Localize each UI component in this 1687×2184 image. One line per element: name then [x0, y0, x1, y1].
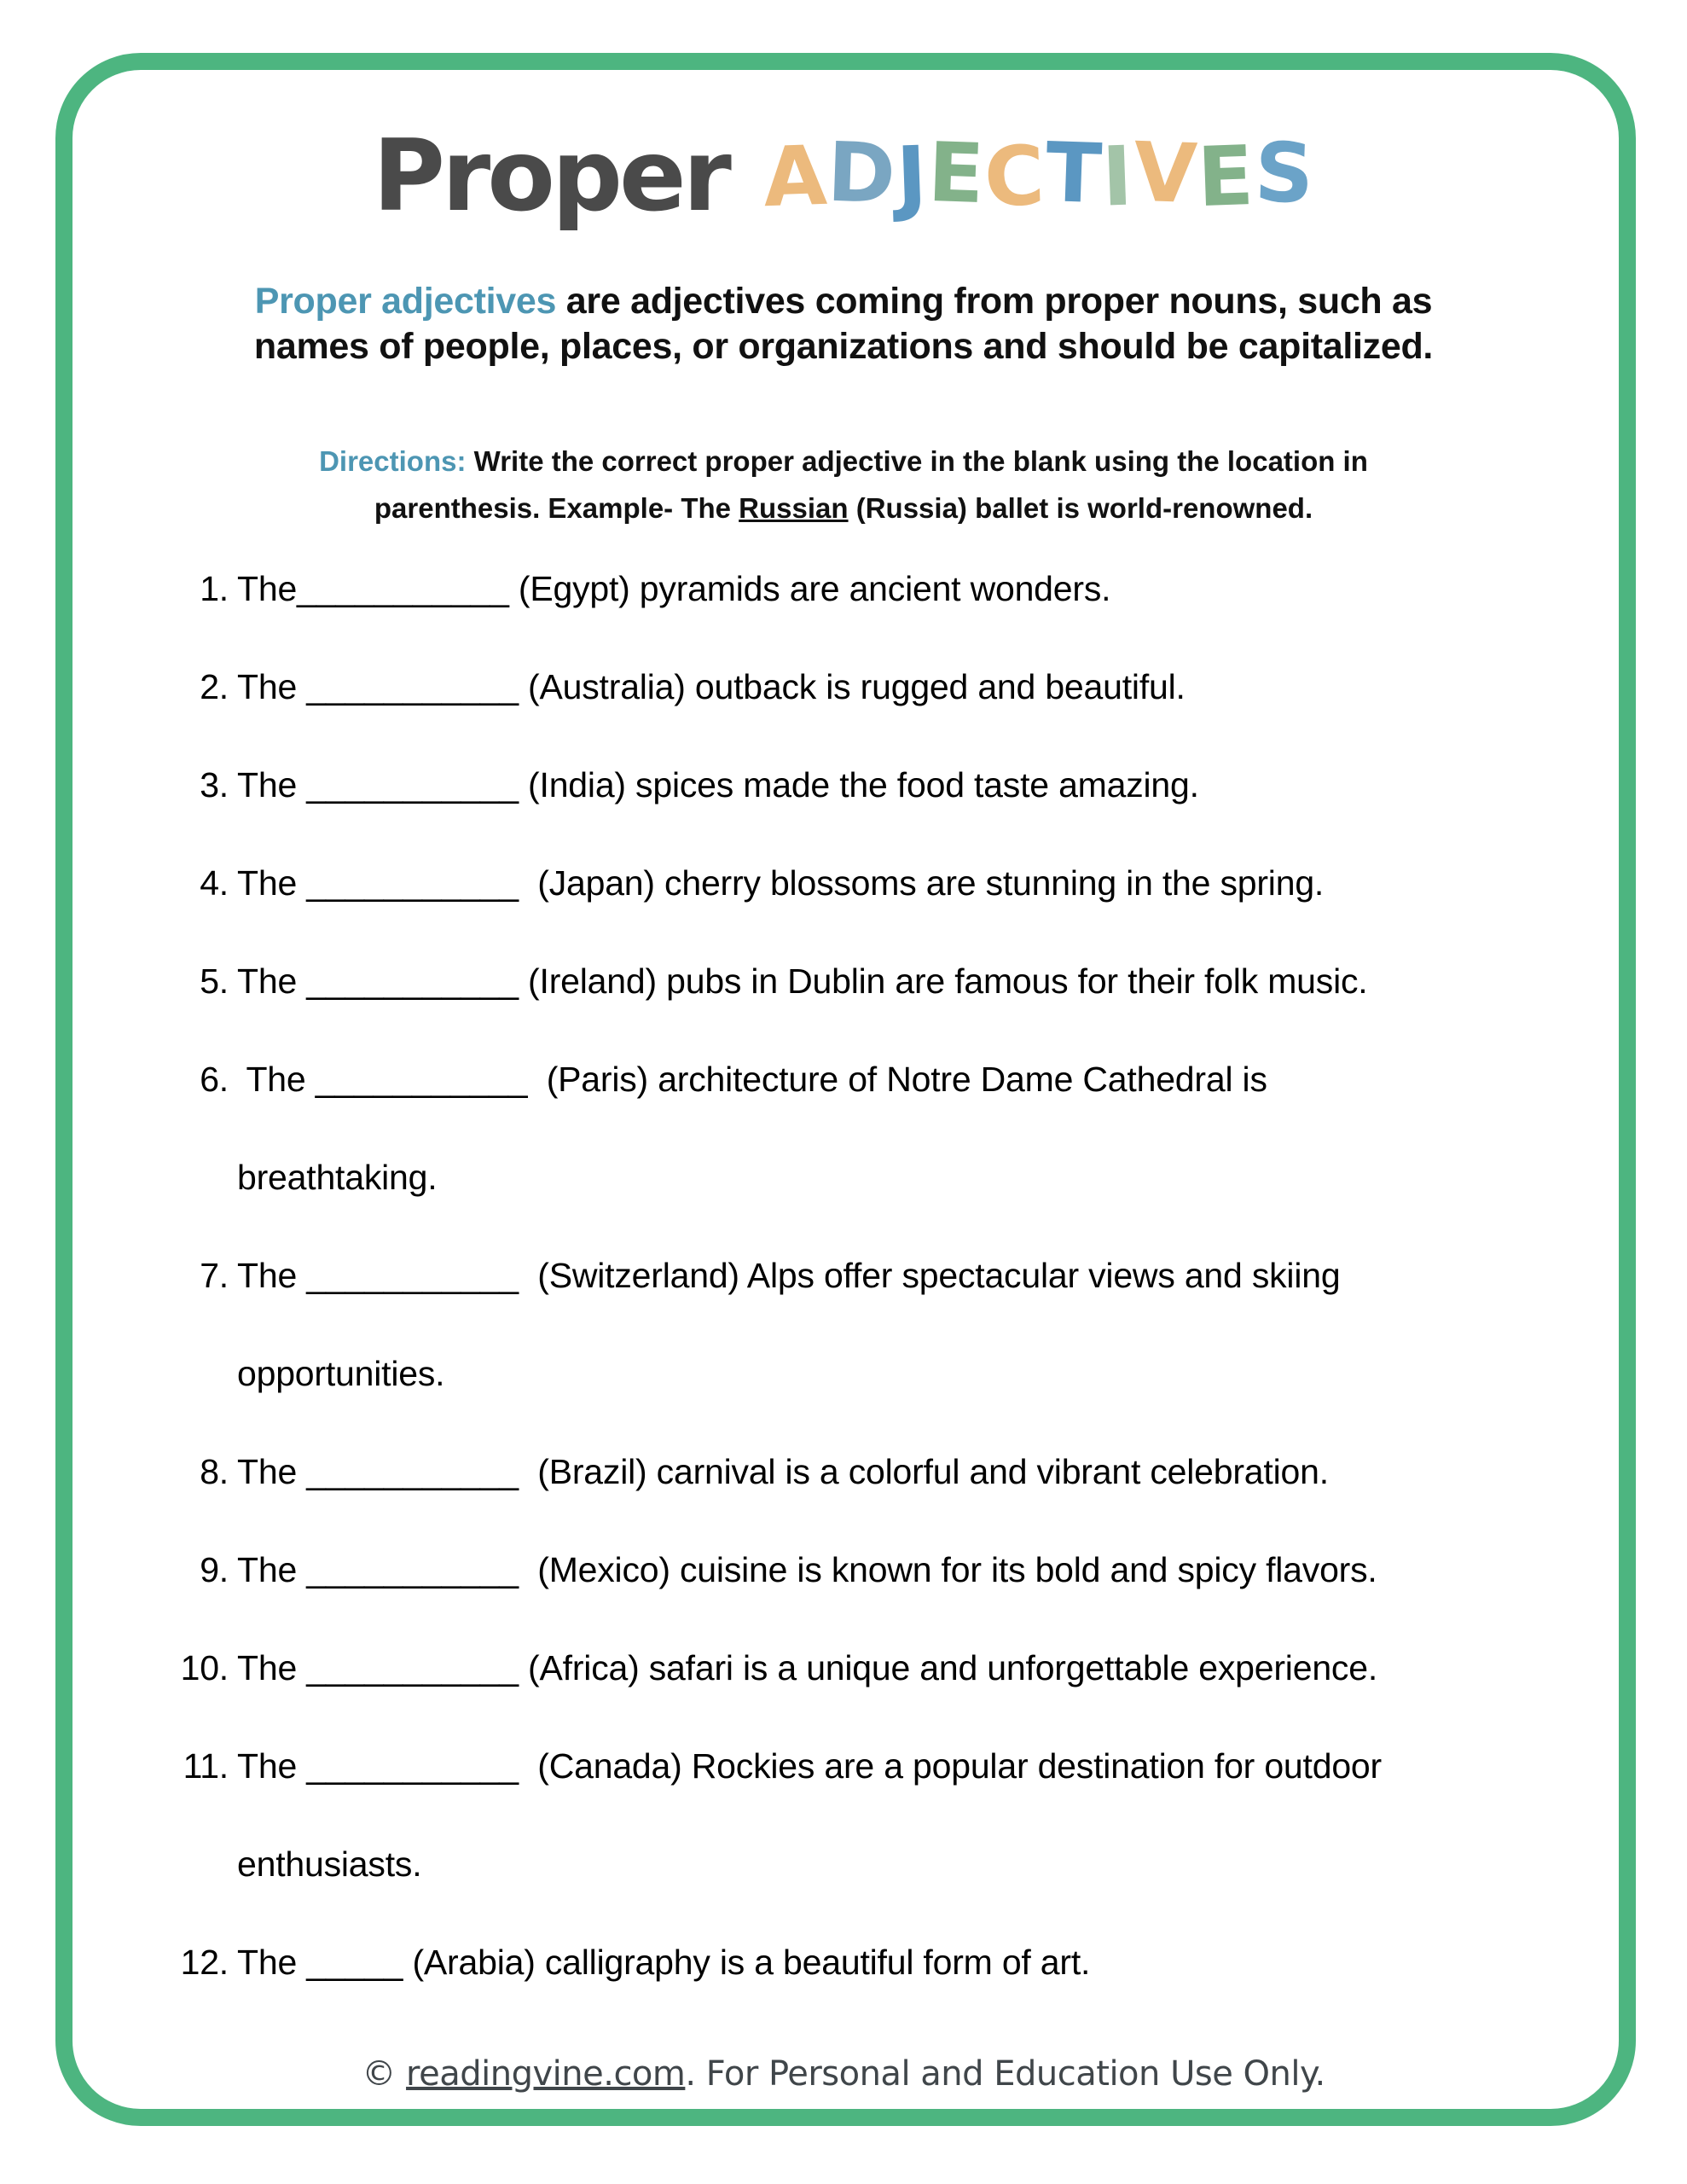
directions-line2-post: (Russia) ballet is world-renowned. — [848, 492, 1313, 524]
question-text: The ___________ (Brazil) carnival is a colorful and vibrant celebration. — [237, 1452, 1329, 1491]
intro-paragraph — [0, 279, 1687, 369]
question-text: The ___________ (Canada) Rockies are a popular destination for outdoor — [237, 1746, 1382, 1786]
title-letter: C — [983, 128, 1047, 226]
question-number: 3. — [200, 765, 229, 804]
intro-line2: names of people, places, or organizations and should be capitalized. — [253, 326, 1434, 367]
footer — [0, 2054, 1687, 2094]
question-number: 1. — [200, 569, 229, 608]
question-number: 11. — [183, 1746, 229, 1786]
question-6 — [101, 1031, 1619, 1129]
title-word-adjectives — [762, 125, 1316, 226]
question-7-continuation — [101, 1325, 1619, 1423]
question-text: The ___________ (Africa) safari is a unique and unforgettable experience. — [237, 1648, 1378, 1687]
title-word-proper: Proper — [373, 119, 728, 235]
title-letter: D — [826, 125, 898, 223]
title-letter: A — [762, 128, 830, 226]
worksheet-title — [0, 119, 1687, 234]
directions-paragraph — [0, 438, 1687, 531]
title-letter: T — [1043, 125, 1104, 223]
title-letter: J — [895, 128, 930, 226]
question-text: The___________ (Egypt) pyramids are ancient wonders. — [237, 569, 1111, 608]
directions-line2-pre: parenthesis. Example- The — [374, 492, 739, 524]
question-text: The ___________ (Mexico) cuisine is known for its bold and spicy flavors. — [237, 1550, 1377, 1589]
question-number — [101, 1815, 229, 1914]
question-5 — [101, 932, 1619, 1031]
question-text: The ___________ (India) spices made the food taste amazing. — [237, 765, 1199, 804]
intro-line1-rest: are adjectives coming from proper nouns, such as — [556, 281, 1433, 322]
question-6-continuation — [101, 1129, 1619, 1227]
question-8 — [101, 1423, 1619, 1521]
title-letter: S — [1252, 125, 1316, 223]
title-letter: E — [925, 125, 987, 223]
question-4 — [101, 834, 1619, 932]
title-letter: V — [1132, 125, 1200, 223]
question-number: 4. — [200, 863, 229, 903]
question-number: 10. — [180, 1648, 229, 1687]
question-3 — [101, 736, 1619, 834]
question-11-continuation — [101, 1815, 1619, 1914]
question-number: 9. — [200, 1550, 229, 1589]
question-number — [101, 1129, 229, 1227]
question-10 — [101, 1619, 1619, 1717]
readingvine-link[interactable]: readingvine.com — [406, 2054, 686, 2094]
question-2 — [101, 638, 1619, 736]
question-text: opportunities. — [237, 1354, 445, 1393]
question-text: The ___________ (Japan) cherry blossoms are stunning in the spring. — [237, 863, 1325, 903]
title-letter: E — [1196, 128, 1256, 226]
intro-highlight: Proper adjectives — [254, 281, 557, 322]
question-number: 8. — [200, 1452, 229, 1491]
footer-copyright: © — [362, 2054, 407, 2094]
question-number: 6. — [200, 1060, 229, 1099]
directions-example-answer: Russian — [739, 492, 849, 524]
question-list — [101, 540, 1619, 2012]
directions-label: Directions: — [319, 445, 467, 477]
directions-line1-rest: Write the correct proper adjective in the blank using the location in — [466, 445, 1368, 477]
question-number: 7. — [200, 1256, 229, 1295]
question-number: 12. — [180, 1943, 229, 1982]
question-text: The _____ (Arabia) calligraphy is a beautiful form of art. — [237, 1943, 1091, 1982]
question-1 — [101, 540, 1619, 638]
question-number: 2. — [200, 667, 229, 706]
question-text: enthusiasts. — [237, 1844, 422, 1884]
question-number: 5. — [200, 961, 229, 1001]
question-text: The ___________ (Australia) outback is rugged and beautiful. — [237, 667, 1186, 706]
question-text: The ___________ (Switzerland) Alps offer spectacular views and skiing — [237, 1256, 1341, 1295]
question-7 — [101, 1227, 1619, 1325]
question-text: The ___________ (Ireland) pubs in Dublin are famous for their folk music. — [237, 961, 1368, 1001]
title-letter: I — [1100, 128, 1135, 226]
question-number — [101, 1325, 229, 1423]
question-text: The ___________ (Paris) architecture of Notre Dame Cathedral is — [237, 1060, 1267, 1099]
footer-suffix: . For Personal and Education Use Only. — [685, 2054, 1325, 2094]
question-text: breathtaking. — [237, 1158, 438, 1197]
question-11 — [101, 1717, 1619, 1815]
question-9 — [101, 1521, 1619, 1619]
question-12 — [101, 1914, 1619, 2012]
